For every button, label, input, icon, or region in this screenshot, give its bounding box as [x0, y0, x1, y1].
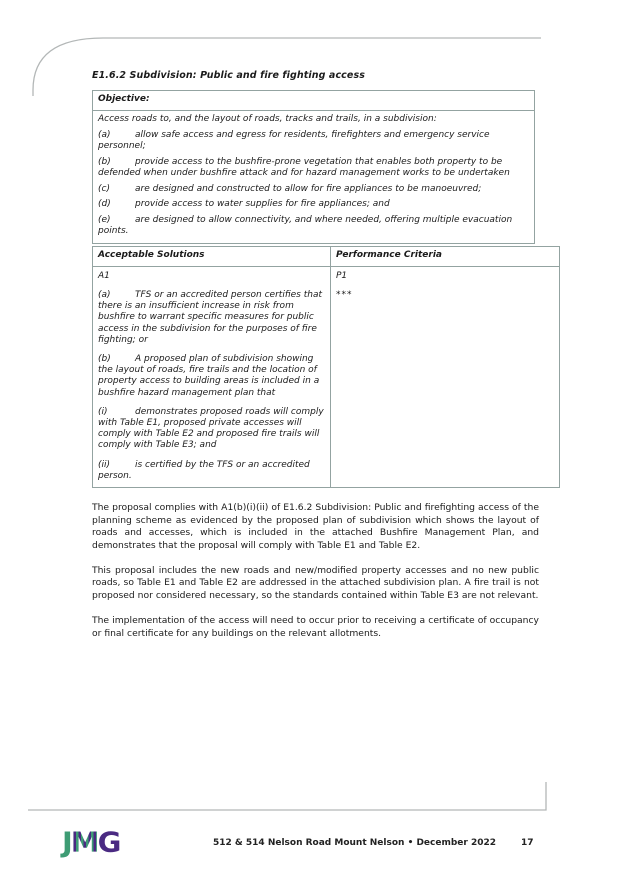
- item-label: (c): [98, 183, 110, 194]
- item-text: provide access to water supplies for fire appliances; and: [135, 199, 390, 210]
- item-label: (b): [98, 353, 111, 364]
- solution-id: A1: [98, 270, 110, 281]
- item-label: (d): [98, 199, 111, 210]
- objective-item-c: [98, 184, 528, 195]
- page-content: [92, 70, 539, 653]
- criteria-id: P1: [336, 270, 348, 281]
- objective-header-cell: Objective:: [93, 91, 535, 111]
- objective-intro: Access roads to, and the layout of roads, tracks and trails, in a subdivision:: [98, 114, 437, 125]
- performance-criteria-cell: [331, 266, 560, 487]
- item-label: (b): [98, 156, 111, 167]
- logo-letter-g: G: [97, 825, 120, 859]
- logo-letter-m: M: [70, 825, 98, 859]
- item-label: (ii): [98, 459, 111, 470]
- item-label: (e): [98, 215, 111, 226]
- objective-body-cell: [93, 111, 535, 243]
- body-paragraphs: [92, 502, 539, 640]
- item-text: demonstrates proposed roads will comply with Table E1, proposed private accesses will comply with Table E2 and proposed fire trails will comply with Table E3; and: [98, 406, 324, 451]
- objective-item-a: [98, 130, 528, 152]
- section-title: E1.6.2 Subdivision: Public and fire fighting access: [92, 70, 365, 81]
- logo-letter-j: J: [62, 825, 71, 859]
- paragraph-1: The proposal complies with A1(b)(i)(ii) of E1.6.2 Subdivision: Public and firefighting access of the planning scheme as evidenced by the proposed plan of subdivision which shows the layout of roads and accesses, which is included in the attached Bushfire Management Plan, and demonstrates that the proposal will comply with Table E1 and Table E2.: [92, 501, 539, 551]
- item-text: are designed to allow connectivity, and where needed, offering multiple evacuation points.: [98, 215, 513, 237]
- solution-item-a: [98, 290, 324, 346]
- solution-item-i: [98, 407, 324, 452]
- page-footer: [0, 826, 622, 866]
- item-text: TFS or an accredited person certifies that there is an insufficient increase in risk from bushfire to warrant specific measures for public access in the subdivision for the purposes of fire fighting; or: [98, 289, 323, 345]
- performance-criteria-header: Performance Criteria: [331, 246, 560, 266]
- objective-header-row: [93, 91, 535, 111]
- footer-address-date: 512 & 514 Nelson Road Mount Nelson • December 2022: [213, 838, 497, 848]
- paragraph-3: The implementation of the access will need to occur prior to receiving a certificate of occupancy or final certificate for any buildings on the relevant allotments.: [92, 615, 539, 639]
- criteria-content: ***: [336, 289, 353, 300]
- objective-item-e: [98, 215, 528, 237]
- objective-body-row: [93, 111, 535, 243]
- item-label: (a): [98, 289, 111, 300]
- objective-item-b: [98, 157, 528, 179]
- item-text: provide access to the bushfire-prone vegetation that enables both property to be defended when under bushfire attack and for hazard management works to be undertaken: [98, 156, 510, 179]
- jmg-logo: [62, 825, 120, 859]
- objective-item-d: [98, 199, 528, 210]
- solutions-table: [92, 246, 560, 488]
- item-text: A proposed plan of subdivision showing the layout of roads, fire trails and the location of property access to building areas is included in a bushfire hazard management plan that: [98, 353, 320, 398]
- page-number: 17: [521, 838, 534, 848]
- item-text: is certified by the TFS or an accredited person.: [98, 459, 310, 481]
- acceptable-solutions-header: Acceptable Solutions: [93, 246, 331, 266]
- solution-item-b: [98, 354, 324, 399]
- solutions-body-row: [93, 266, 560, 487]
- paragraph-2: This proposal includes the new roads and new/modified property accesses and no new public roads, so Table E1 and Table E2 are addressed in the attached subdivision plan. A fire trail is not proposed nor considered necessary, so the standards contained within Table E3 are not relevant.: [92, 564, 539, 602]
- item-text: allow safe access and egress for residents, firefighters and emergency service personnel;: [98, 129, 490, 152]
- acceptable-solutions-cell: [93, 266, 331, 487]
- solution-item-ii: [98, 460, 324, 482]
- item-label: (a): [98, 129, 111, 140]
- item-text: are designed and constructed to allow for fire appliances to be manoeuvred;: [135, 183, 482, 194]
- solutions-header-row: [93, 246, 560, 266]
- item-label: (i): [98, 406, 108, 417]
- objective-table: [92, 90, 535, 244]
